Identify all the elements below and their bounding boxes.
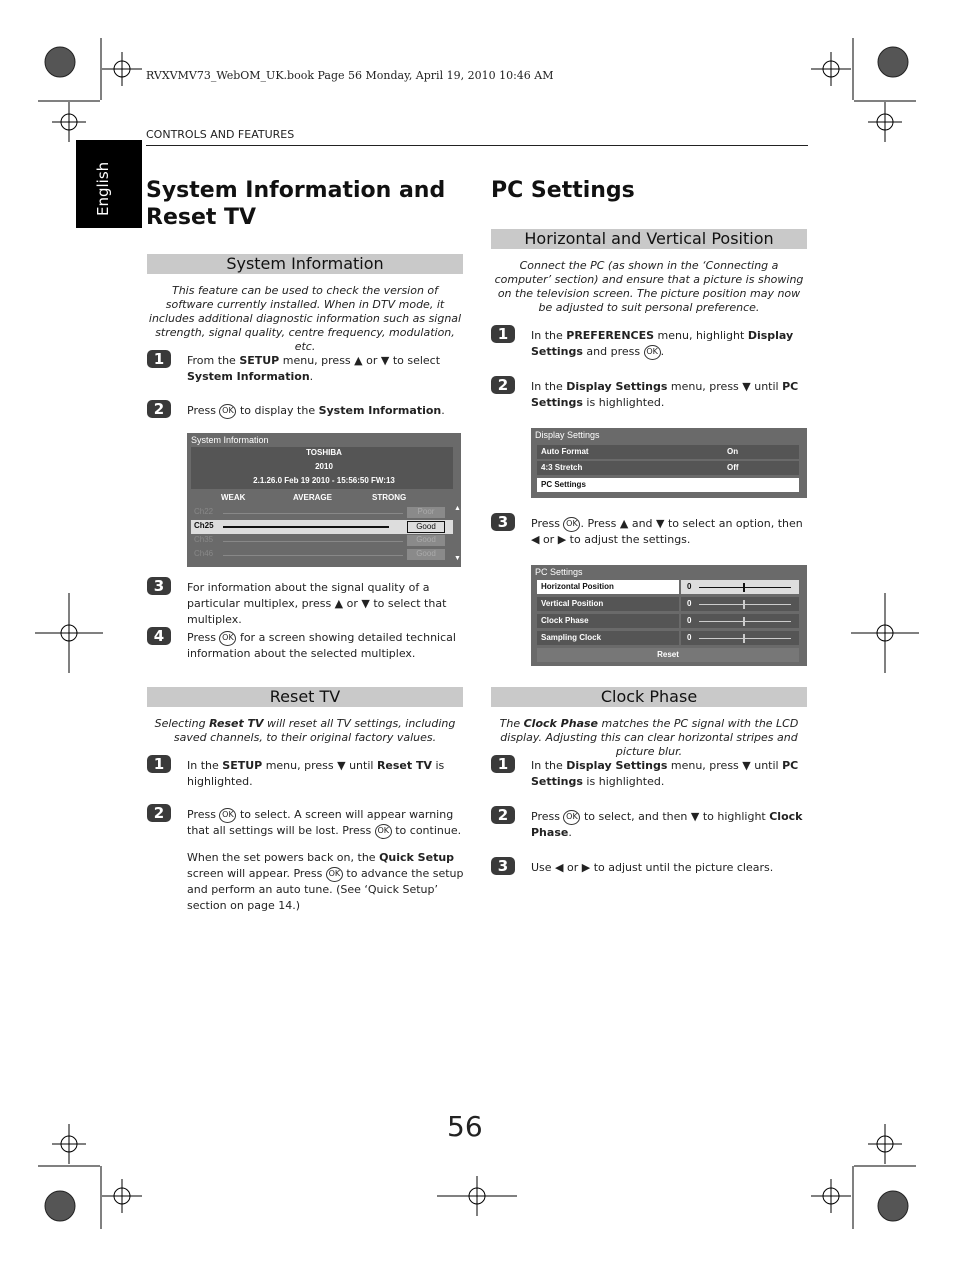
ok-button-icon: OK bbox=[644, 345, 661, 360]
menu-item: 4:3 Stretch Off bbox=[537, 461, 799, 475]
step-text: In the Display Settings menu, press ▼ until PC Settings is highlighted. bbox=[531, 759, 799, 788]
hv-position-intro: Connect the PC (as shown in the ‘Connecting a computer’ section) and ensure that a picture is showing on the television screen. The picture position may now be adjusted to suit personal preference. bbox=[494, 259, 804, 314]
screen-version: 2.1.26.0 Feb 19 2010 - 15:56:50 FW:13 bbox=[253, 476, 395, 485]
ok-button-icon: OK bbox=[219, 404, 236, 419]
step-text: Press OK to select. A screen will appear warning that all settings will be lost. Press OK to continue. bbox=[187, 808, 462, 837]
left-title-line1: System Information and bbox=[146, 178, 446, 203]
screen-brand: TOSHIBA bbox=[306, 448, 342, 457]
step-text: Press OK for a screen showing detailed technical information about the selected multiplex. bbox=[187, 631, 456, 660]
table-row: Ch22 Poor bbox=[191, 506, 453, 520]
step-text: In the PREFERENCES menu, highlight Display Settings and press OK . bbox=[531, 329, 794, 358]
screen-title: Display Settings bbox=[535, 430, 600, 440]
ok-button-icon: OK bbox=[563, 810, 580, 825]
reset-item: Reset bbox=[537, 648, 799, 662]
clock-phase-bar: Clock Phase bbox=[491, 687, 807, 707]
hv-position-bar: Horizontal and Vertical Position bbox=[491, 229, 807, 249]
menu-item-selected: PC Settings bbox=[537, 478, 799, 492]
col-weak: WEAK bbox=[221, 493, 246, 502]
step-number: 1 bbox=[147, 755, 171, 773]
right-title: PC Settings bbox=[491, 178, 635, 203]
step-number: 2 bbox=[491, 806, 515, 824]
table-row: Ch25 Good bbox=[191, 520, 453, 534]
step-number: 2 bbox=[491, 376, 515, 394]
scroll-up-icon: ▲ bbox=[454, 505, 461, 512]
menu-item: Vertical Position bbox=[537, 597, 679, 611]
scroll-down-icon: ▼ bbox=[454, 555, 461, 562]
slider: 0 bbox=[681, 631, 799, 645]
step-text: Press OK to select, and then ▼ to highlight Clock Phase. bbox=[531, 810, 803, 839]
col-strong: STRONG bbox=[372, 493, 407, 502]
menu-item: Sampling Clock bbox=[537, 631, 679, 645]
step-number: 2 bbox=[147, 400, 171, 418]
slider: 0 bbox=[681, 597, 799, 611]
step-text: In the Display Settings menu, press ▼ until PC Settings is highlighted. bbox=[531, 380, 799, 409]
screen-title: PC Settings bbox=[535, 567, 583, 577]
screen-title: System Information bbox=[191, 435, 269, 445]
print-header: RVXVMV73_WebOM_UK.book Page 56 Monday, April 19, 2010 10:46 AM bbox=[146, 69, 554, 82]
clock-phase-intro: The Clock Phase matches the PC signal with the LCD display. Adjusting this can clear horizontal stripes and picture blur. bbox=[499, 717, 799, 758]
menu-item: Clock Phase bbox=[537, 614, 679, 628]
reset-note: When the set powers back on, the Quick Setup screen will appear. Press OK to advance the setup and perform an auto tune. (See ‘Quick Setup’ section on page 14.) bbox=[187, 851, 464, 912]
step-number: 3 bbox=[491, 857, 515, 875]
page-number: 56 bbox=[447, 1110, 483, 1143]
left-title-line2: Reset TV bbox=[146, 205, 257, 230]
step-number: 4 bbox=[147, 627, 171, 645]
ok-button-icon: OK bbox=[563, 517, 580, 532]
step-number: 2 bbox=[147, 804, 171, 822]
reset-tv-bar: Reset TV bbox=[147, 687, 463, 707]
step-number: 3 bbox=[147, 577, 171, 595]
reset-tv-intro: Selecting Reset TV will reset all TV settings, including saved channels, to their original factory values. bbox=[154, 717, 456, 744]
table-row: Ch35 Good bbox=[191, 534, 453, 548]
slider: 0 bbox=[681, 614, 799, 628]
col-average: AVERAGE bbox=[293, 493, 332, 502]
step-text: Press OK . Press ▲ and ▼ to select an option, then ◀ or ▶ to adjust the settings. bbox=[531, 517, 803, 546]
system-information-intro: This feature can be used to check the version of software currently installed. When in DTV mode, it includes additional diagnostic information such as signal strength, signal quality, centre frequency, modulation, etc. bbox=[148, 284, 462, 353]
section-header: CONTROLS AND FEATURES bbox=[146, 128, 295, 141]
slider: 0 bbox=[681, 580, 799, 594]
menu-item: Auto Format On bbox=[537, 445, 799, 459]
step-number: 1 bbox=[491, 755, 515, 773]
language-tab-label: English bbox=[94, 161, 112, 216]
screen-year: 2010 bbox=[315, 462, 333, 471]
ok-button-icon: OK bbox=[219, 808, 236, 823]
step-text: Use ◀ or ▶ to adjust until the picture clears. bbox=[531, 861, 774, 874]
ok-button-icon: OK bbox=[326, 867, 343, 882]
ok-button-icon: OK bbox=[219, 631, 236, 646]
step-text: From the SETUP menu, press ▲ or ▼ to select System Information. bbox=[187, 354, 441, 383]
ok-button-icon: OK bbox=[375, 824, 392, 839]
system-information-bar: System Information bbox=[147, 254, 463, 274]
table-row: Ch46 Good bbox=[191, 548, 453, 562]
step-text: In the SETUP menu, press ▼ until Reset TV is highlighted. bbox=[187, 759, 445, 788]
step-text: For information about the signal quality of a particular multiplex, press ▲ or ▼ to select that multiplex. bbox=[187, 581, 447, 626]
menu-item-selected: Horizontal Position bbox=[537, 580, 679, 594]
step-number: 1 bbox=[147, 350, 171, 368]
step-number: 3 bbox=[491, 513, 515, 531]
step-text: Press OK to display the System Information. bbox=[187, 404, 445, 417]
step-number: 1 bbox=[491, 325, 515, 343]
